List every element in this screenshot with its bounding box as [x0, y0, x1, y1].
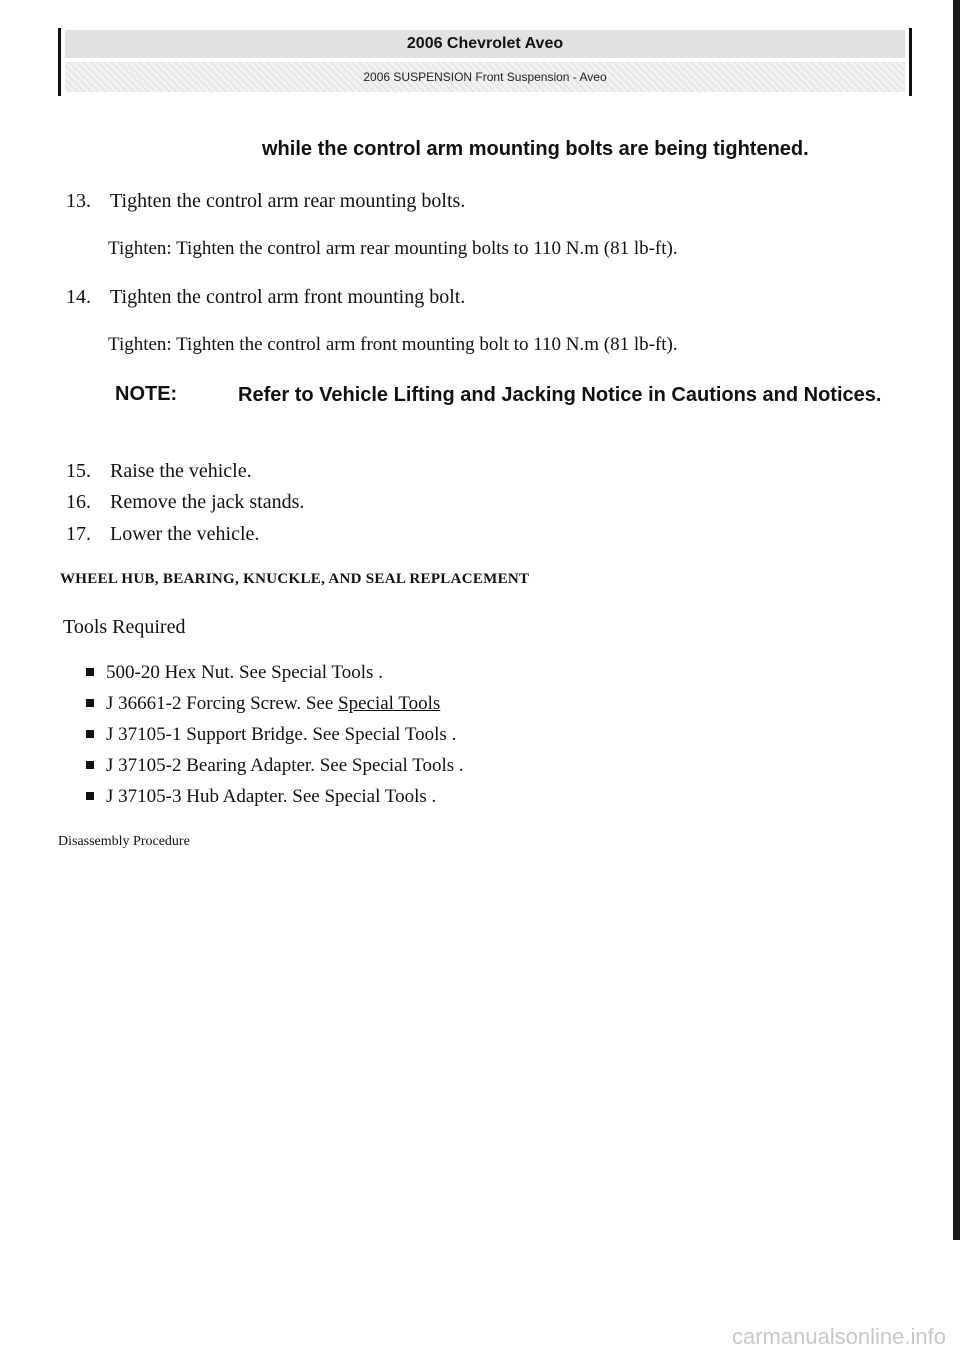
- step-14: [66, 286, 465, 309]
- step-number: 14.: [66, 286, 91, 308]
- step-text: Lower the vehicle.: [110, 523, 260, 545]
- tool-item: [86, 724, 456, 746]
- bullet-icon: [86, 761, 94, 769]
- bullet-icon: [86, 730, 94, 738]
- step-text: Raise the vehicle.: [110, 460, 252, 482]
- caution-tail-text: while the control arm mounting bolts are being tightened.: [262, 138, 809, 160]
- step-text: Tighten the control arm rear mounting bolts.: [110, 190, 466, 212]
- tool-text: J 37105-2 Bearing Adapter. See Special Tools .: [106, 755, 464, 776]
- disassembly-procedure-heading: Disassembly Procedure: [58, 834, 190, 849]
- tighten-spec-14: Tighten: Tighten the control arm front mounting bolt to 110 N.m (81 lb-ft).: [108, 334, 678, 355]
- tighten-spec-13: Tighten: Tighten the control arm rear mounting bolts to 110 N.m (81 lb-ft).: [108, 238, 678, 259]
- special-tools-link[interactable]: Special Tools: [338, 693, 441, 714]
- tool-text: J 37105-1 Support Bridge. See Special Tools .: [106, 724, 457, 745]
- tool-item: [86, 755, 464, 777]
- step-number: 13.: [66, 190, 91, 212]
- header-title: 2006 Chevrolet Aveo: [65, 30, 905, 58]
- page-edge-bar: [953, 0, 960, 1240]
- step-number: 16.: [66, 491, 91, 513]
- bullet-icon: [86, 699, 94, 707]
- step-15: [66, 460, 252, 483]
- tool-text: 500-20 Hex Nut. See Special Tools .: [106, 662, 383, 683]
- bullet-icon: [86, 668, 94, 676]
- tool-text: J 37105-3 Hub Adapter. See Special Tools .: [106, 786, 437, 807]
- tool-item: [86, 786, 436, 808]
- header-subtitle: 2006 SUSPENSION Front Suspension - Aveo: [65, 62, 905, 92]
- section-title: WHEEL HUB, BEARING, KNUCKLE, AND SEAL REPLACEMENT: [60, 571, 530, 587]
- step-text: Remove the jack stands.: [110, 491, 305, 513]
- step-16: [66, 491, 304, 514]
- step-number: 17.: [66, 523, 91, 545]
- tool-item: [86, 662, 383, 684]
- watermark: carmanualsonline.info: [731, 1324, 946, 1349]
- step-13: [66, 190, 465, 213]
- bullet-icon: [86, 792, 94, 800]
- note-text: Refer to Vehicle Lifting and Jacking Notice in Cautions and Notices.: [238, 384, 882, 406]
- note-label: NOTE:: [115, 383, 178, 405]
- step-text: Tighten the control arm front mounting bolt.: [110, 286, 466, 308]
- document-header: [58, 28, 912, 96]
- step-17: [66, 523, 259, 546]
- tool-item: [86, 693, 440, 715]
- tool-text: J 36661-2 Forcing Screw. See: [106, 693, 339, 714]
- tools-required-label: Tools Required: [63, 616, 186, 638]
- step-number: 15.: [66, 460, 91, 482]
